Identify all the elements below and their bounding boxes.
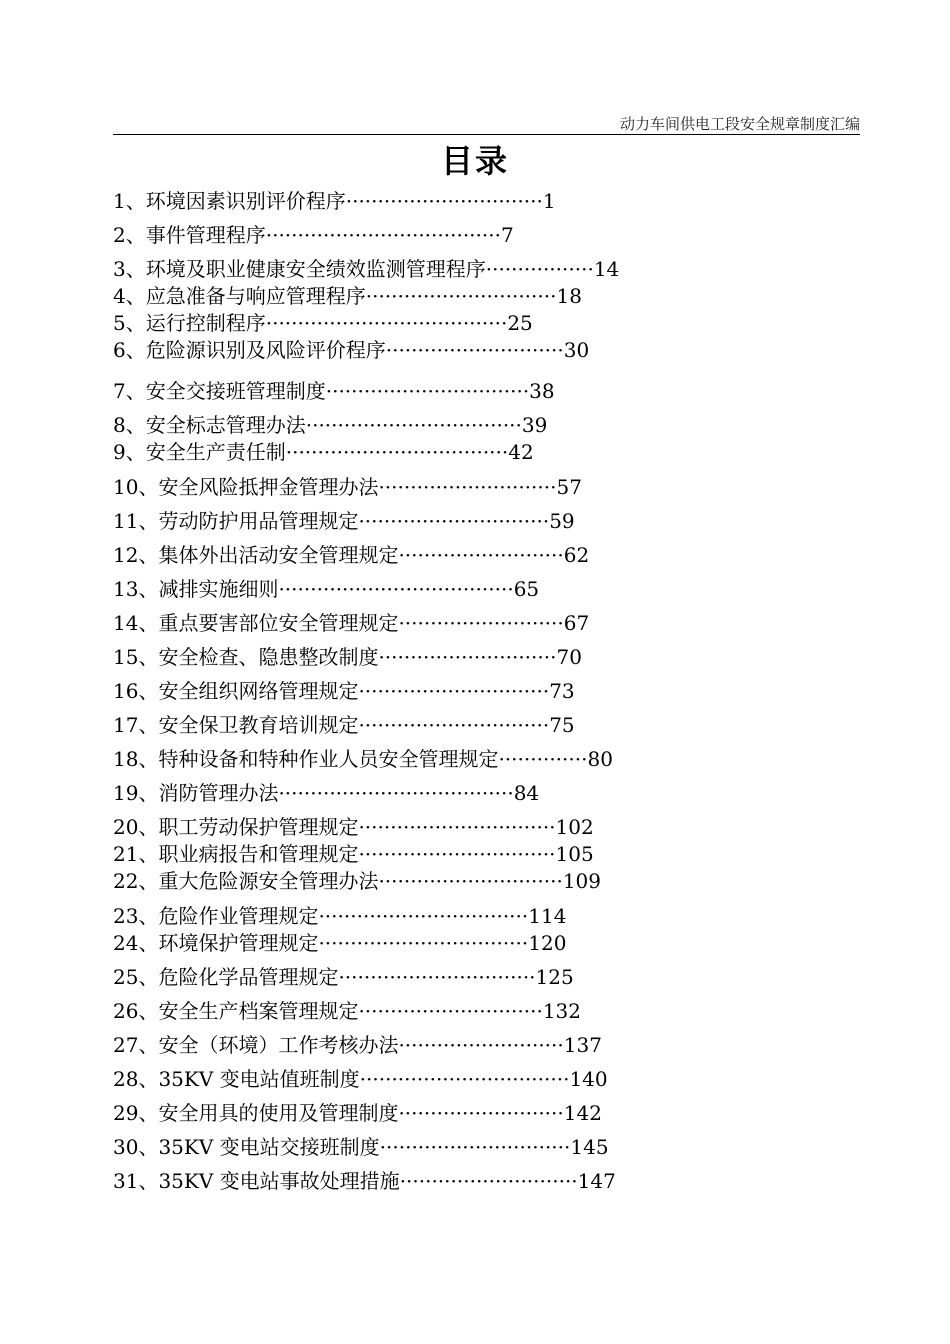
toc-entry-number: 9、: [113, 440, 146, 464]
toc-entry[interactable]: [113, 712, 575, 738]
toc-entry-page: 84: [513, 781, 540, 805]
toc-title: 目录: [440, 142, 509, 180]
toc-entry-number: 30、: [113, 1135, 159, 1159]
toc-entry-leader: ······························: [365, 284, 557, 308]
toc-entry-leader: ····························: [378, 645, 557, 669]
toc-entry[interactable]: [113, 542, 589, 568]
toc-entry-page: 14: [593, 257, 620, 281]
toc-entry-number: 12、: [113, 543, 159, 567]
toc-entry-title: 安全组织网络管理规定: [158, 679, 359, 703]
toc-entry-number: 2、: [113, 223, 146, 247]
toc-entry-leader: ··························: [398, 1033, 564, 1057]
toc-entry[interactable]: [113, 576, 539, 602]
toc-entry-page: 120: [528, 931, 567, 955]
toc-entry-page: 67: [563, 611, 590, 635]
toc-entry-leader: ··························: [398, 1101, 564, 1125]
toc-entry-number: 11、: [113, 509, 159, 533]
toc-entry-title: 应急准备与响应管理程序: [145, 284, 366, 308]
toc-entry-page: 145: [570, 1135, 609, 1159]
toc-entry-number: 29、: [113, 1101, 159, 1125]
toc-entry-leader: ·······························: [358, 842, 556, 866]
toc-entry-leader: ································: [325, 379, 530, 403]
toc-entry-page: 57: [556, 475, 582, 499]
toc-entry-number: 1、: [113, 189, 146, 213]
toc-entry-leader: ·······························: [358, 815, 556, 839]
toc-entry[interactable]: [113, 337, 589, 363]
toc-entry[interactable]: [113, 1032, 602, 1058]
toc-entry-title: 消防管理办法: [158, 781, 279, 805]
toc-entry-page: 132: [542, 999, 582, 1023]
toc-entry-number: 26、: [113, 999, 159, 1023]
toc-entry-title: 安全保卫教育培训规定: [158, 713, 359, 737]
toc-entry[interactable]: [113, 868, 601, 894]
toc-entry-page: 18: [556, 284, 582, 308]
toc-entry[interactable]: [113, 780, 539, 806]
toc-entry-number: 4、: [113, 284, 146, 308]
toc-entry-title: 事件管理程序: [145, 223, 266, 247]
toc-entry[interactable]: [113, 678, 575, 704]
toc-entry-leader: ··············: [498, 747, 588, 771]
toc-entry-number: 17、: [113, 713, 159, 737]
toc-entry-leader: ····························: [399, 1169, 578, 1193]
toc-entry-title: 职工劳动保护管理规定: [158, 815, 359, 839]
toc-entry-number: 21、: [113, 842, 159, 866]
toc-entry-page: 114: [528, 904, 567, 928]
toc-entry-number: 22、: [113, 869, 159, 893]
toc-entry[interactable]: [113, 1100, 602, 1126]
toc-entry-number: 10、: [113, 475, 159, 499]
toc-entry-number: 16、: [113, 679, 159, 703]
toc-entry-title: 环境因素识别评价程序: [145, 189, 346, 213]
toc-entry-page: 65: [513, 577, 540, 601]
toc-entry[interactable]: [113, 310, 533, 336]
toc-entry-title: 35KV 变电站值班制度: [158, 1067, 360, 1091]
toc-entry-page: 62: [563, 543, 590, 567]
toc-entry-page: 73: [549, 679, 575, 703]
toc-entry[interactable]: [113, 1168, 616, 1194]
toc-entry-number: 3、: [113, 257, 146, 281]
toc-entry-title: 特种设备和特种作业人员安全管理规定: [158, 747, 499, 771]
toc-entry-title: 安全交接班管理制度: [145, 379, 326, 403]
toc-entry[interactable]: [113, 610, 589, 636]
toc-entry-title: 环境及职业健康安全绩效监测管理程序: [145, 257, 486, 281]
toc-entry-page: 142: [563, 1101, 602, 1125]
toc-entry-page: 42: [508, 440, 534, 464]
toc-entry-page: 30: [563, 338, 590, 362]
toc-entry-leader: ······························: [379, 1135, 571, 1159]
toc-entry[interactable]: [113, 439, 534, 465]
toc-entry-page: 137: [563, 1033, 602, 1057]
toc-entry-number: 24、: [113, 931, 159, 955]
toc-entry-title: 危险化学品管理规定: [158, 965, 339, 989]
toc-entry-number: 6、: [113, 338, 146, 362]
toc-entry-page: 105: [555, 842, 594, 866]
toc-entry-leader: ······································: [265, 311, 508, 335]
toc-entry-page: 147: [577, 1169, 616, 1193]
toc-entry-number: 13、: [113, 577, 159, 601]
toc-entry-leader: ····························: [378, 475, 557, 499]
toc-entry-number: 14、: [113, 611, 159, 635]
toc-entry-page: 7: [500, 223, 514, 247]
toc-entry-number: 25、: [113, 965, 159, 989]
toc-entry-title: 劳动防护用品管理规定: [158, 509, 359, 533]
toc-entry-leader: ·······························: [345, 189, 543, 213]
toc-entry-leader: ·················: [485, 257, 594, 281]
toc-entry-title: 减排实施细则: [158, 577, 279, 601]
toc-entry[interactable]: [113, 930, 566, 956]
toc-entry[interactable]: [113, 474, 582, 500]
toc-entry-page: 38: [529, 379, 555, 403]
toc-entry-leader: ·······························: [338, 965, 536, 989]
toc-entry[interactable]: [113, 256, 619, 282]
toc-entry-leader: ······························: [358, 509, 550, 533]
toc-entry-page: 39: [521, 413, 548, 437]
toc-entry-title: 重点要害部位安全管理规定: [158, 611, 399, 635]
toc-entry[interactable]: [113, 378, 555, 404]
toc-entry-leader: ·································: [318, 904, 529, 928]
toc-entry-number: 7、: [113, 379, 146, 403]
running-header: 动力车间供电工段安全规章制度汇编: [619, 115, 860, 133]
toc-entry-title: 危险作业管理规定: [158, 904, 319, 928]
toc-entry[interactable]: [113, 1066, 608, 1092]
toc-entry-leader: ·····························: [378, 869, 563, 893]
toc-entry-page: 1: [542, 189, 556, 213]
toc-entry-title: 安全标志管理办法: [145, 413, 306, 437]
toc-entry-title: 危险源识别及风险评价程序: [145, 338, 386, 362]
toc-entry-title: 安全（环境）工作考核办法: [158, 1033, 399, 1057]
toc-entry-number: 8、: [113, 413, 146, 437]
toc-entry-number: 19、: [113, 781, 159, 805]
toc-entry-title: 安全风险抵押金管理办法: [158, 475, 379, 499]
toc-entry-page: 125: [535, 965, 574, 989]
toc-entry-leader: ·····························: [358, 999, 543, 1023]
toc-entry-leader: ·····································: [278, 577, 514, 601]
toc-entry-number: 18、: [113, 747, 159, 771]
toc-entry-number: 20、: [113, 815, 159, 839]
toc-entry-title: 安全生产责任制: [145, 440, 286, 464]
toc-entry[interactable]: [113, 412, 547, 438]
toc-entry-page: 25: [507, 311, 533, 335]
toc-entry-page: 140: [569, 1067, 608, 1091]
toc-entry[interactable]: [113, 188, 556, 214]
toc-entry-leader: ······························: [358, 713, 550, 737]
toc-entry-title: 环境保护管理规定: [158, 931, 319, 955]
toc-entry-leader: ··························: [398, 611, 564, 635]
toc-entry-number: 31、: [113, 1169, 159, 1193]
toc-entry-title: 运行控制程序: [145, 311, 266, 335]
toc-entry-page: 59: [549, 509, 575, 533]
toc-entry-leader: ·····································: [278, 781, 514, 805]
toc-entry[interactable]: [113, 903, 566, 929]
toc-entry-number: 28、: [113, 1067, 159, 1091]
toc-entry[interactable]: [113, 841, 594, 867]
toc-entry[interactable]: [113, 814, 594, 840]
toc-entry-leader: ····························: [385, 338, 564, 362]
toc-entry-title: 安全用具的使用及管理制度: [158, 1101, 399, 1125]
toc-entry-page: 80: [587, 747, 613, 771]
toc-entry-leader: ·····································: [265, 223, 501, 247]
toc-entry-title: 集体外出活动安全管理规定: [158, 543, 399, 567]
toc-entry-title: 35KV 变电站交接班制度: [158, 1135, 380, 1159]
toc-entry-leader: ·································: [359, 1067, 570, 1091]
toc-entry-title: 35KV 变电站事故处理措施: [158, 1169, 400, 1193]
toc-entry-page: 109: [562, 869, 602, 893]
toc-entry-number: 15、: [113, 645, 159, 669]
toc-entry-leader: ···································: [285, 440, 509, 464]
toc-entry[interactable]: [113, 1134, 609, 1160]
toc-entry-title: 重大危险源安全管理办法: [158, 869, 379, 893]
toc-entry-leader: ·································: [318, 931, 529, 955]
toc-entry-page: 102: [555, 815, 594, 839]
header-divider: [113, 134, 860, 135]
toc-entry-page: 70: [556, 645, 582, 669]
toc-entry-title: 安全检查、隐患整改制度: [158, 645, 379, 669]
toc-entry[interactable]: [113, 964, 574, 990]
toc-entry[interactable]: [113, 283, 582, 309]
toc-entry[interactable]: [113, 998, 581, 1024]
toc-entry-number: 5、: [113, 311, 146, 335]
toc-entry[interactable]: [113, 508, 575, 534]
toc-entry[interactable]: [113, 222, 514, 248]
toc-entry-number: 27、: [113, 1033, 159, 1057]
toc-entry-number: 23、: [113, 904, 159, 928]
toc-entry[interactable]: [113, 644, 582, 670]
toc-entry-leader: ······························: [358, 679, 550, 703]
toc-entry-title: 安全生产档案管理规定: [158, 999, 359, 1023]
toc-entry-leader: ··························: [398, 543, 564, 567]
toc-entry[interactable]: [113, 746, 613, 772]
toc-entry-page: 75: [549, 713, 575, 737]
toc-entry-title: 职业病报告和管理规定: [158, 842, 359, 866]
toc-entry-leader: ··································: [305, 413, 522, 437]
